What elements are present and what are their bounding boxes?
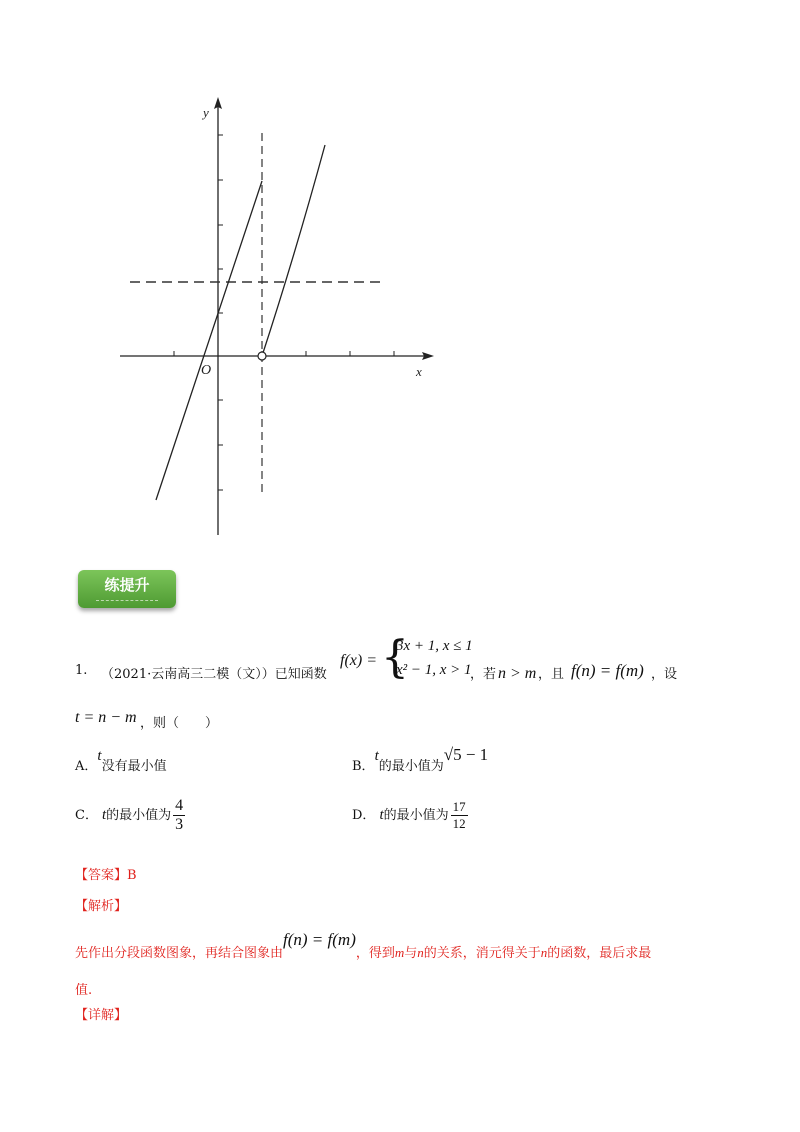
option-d-text: 的最小值为 — [383, 808, 449, 823]
option-d-denominator: 12 — [452, 816, 466, 831]
text-ruo: ，若 — [470, 667, 497, 682]
badge-label: 练提升 — [104, 576, 150, 594]
piecewise-case-1: 3x + 1, x ≤ 1 — [396, 638, 473, 654]
origin-label: O — [201, 363, 212, 378]
condition-n-gt-m: n > m — [498, 665, 537, 682]
analysis-text-3: 与 — [404, 946, 418, 961]
analysis-equation: f(n) = f(m) — [283, 930, 356, 949]
analysis-label: 【解析】 — [75, 899, 128, 914]
option-c-text: 的最小值为 — [106, 808, 172, 823]
y-axis-label: y — [203, 105, 209, 120]
option-b-value: √5 − 1 — [443, 745, 489, 764]
option-b-var: t — [374, 748, 379, 764]
option-a[interactable] — [75, 748, 167, 775]
analysis-paragraph — [75, 930, 735, 962]
option-b-text: 的最小值为 — [378, 759, 444, 774]
text-qie: ，且 — [538, 667, 565, 682]
option-c-letter: C． — [75, 808, 98, 823]
analysis-text-6: 值. — [75, 983, 93, 998]
quadratic-branch — [262, 145, 325, 356]
section-badge — [78, 570, 176, 608]
function-graph — [110, 95, 440, 545]
option-b-letter: B． — [352, 759, 375, 774]
analysis-var-n-2: n — [540, 945, 548, 960]
option-c-var: t — [101, 807, 107, 823]
text-she: ，设 — [651, 667, 678, 682]
text-ze: ，则（ ） — [140, 716, 219, 731]
piecewise-case-2: x² − 1, x > 1 — [396, 662, 472, 678]
answer-label: 【答案】B — [75, 868, 137, 883]
option-c[interactable] — [75, 797, 185, 834]
linear-branch — [156, 181, 262, 500]
analysis-var-m: m — [394, 945, 405, 960]
t-definition: t = n − m — [75, 709, 137, 726]
question-source: （2021·云南高三二模（文））已知函数 — [101, 667, 327, 682]
question-number: 1. — [75, 663, 88, 678]
analysis-text-4: 的关系，消元得关于 — [423, 946, 541, 961]
option-c-numerator: 4 — [175, 797, 184, 814]
option-d-letter: D． — [352, 808, 376, 823]
analysis-text-2: ，得到 — [355, 946, 395, 961]
option-a-text: 没有最小值 — [101, 759, 167, 774]
x-ticks — [174, 351, 394, 356]
option-c-denominator: 3 — [175, 816, 184, 833]
function-lhs: f(x) = — [340, 652, 377, 669]
option-d-var: t — [379, 807, 384, 823]
option-a-var: t — [97, 748, 102, 764]
option-b[interactable] — [352, 745, 489, 775]
badge-underline — [96, 599, 158, 601]
analysis-text-5: 的函数，最后求最 — [547, 946, 652, 961]
option-d-fraction — [451, 799, 468, 832]
condition-fn-eq-fm: f(n) = f(m) — [571, 661, 644, 680]
detail-label: 【详解】 — [75, 1008, 128, 1023]
option-d[interactable] — [352, 799, 468, 832]
x-axis-label: x — [416, 364, 422, 379]
open-point — [258, 352, 266, 360]
option-d-numerator: 17 — [452, 799, 466, 814]
option-c-fraction — [173, 797, 185, 834]
option-a-letter: A． — [75, 759, 98, 774]
piecewise-brace: { — [381, 632, 409, 683]
analysis-var-n: n — [417, 945, 424, 960]
analysis-text-1: 先作出分段函数图象，再结合图象由 — [75, 946, 284, 961]
